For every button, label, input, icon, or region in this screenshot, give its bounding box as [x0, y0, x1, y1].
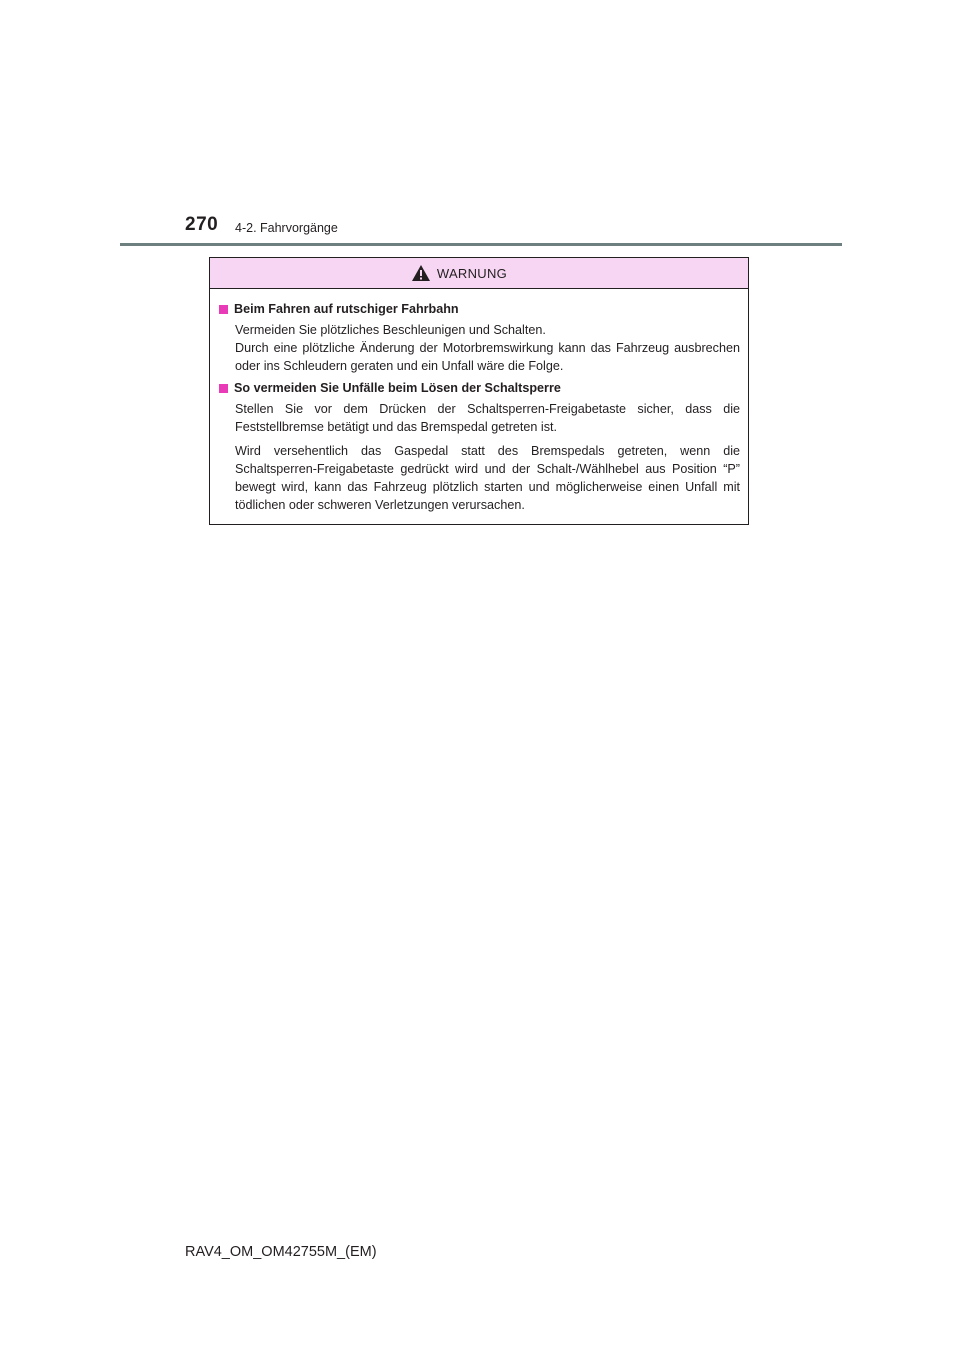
square-bullet-icon — [219, 384, 228, 393]
header-divider — [120, 243, 842, 246]
warning-label: WARNUNG — [436, 265, 508, 281]
warning-box — [209, 257, 749, 525]
page-number: 270 — [185, 214, 219, 235]
warning-paragraph: Wird versehentlich das Gaspedal statt des Bremspedals getreten, wenn die Schaltsperren-Freigabetaste gedrückt wird und der Schalt-/Wählhebel aus Position “P” bewegt wird, kann das Fahrzeug plötzlich starten und möglicherweise einen Unfall mit tödlichen oder schweren Verletzungen verursachen. — [235, 444, 740, 512]
warning-paragraph-line: Durch eine plötzliche Änderung der Motorbremswirkung kann das Fahrzeug ausbrechen oder ins Schleudern geraten und ein Unfall wäre die Folge. — [235, 341, 740, 373]
warning-paragraph — [235, 321, 740, 375]
warning-triangle-icon — [411, 264, 431, 282]
warning-paragraph-line: Vermeiden Sie plötzliches Beschleunigen und Schalten. — [235, 323, 546, 337]
warning-item-heading-text: So vermeiden Sie Unfälle beim Lösen der Schaltsperre — [234, 381, 561, 395]
square-bullet-icon — [219, 305, 228, 314]
warning-body — [210, 289, 748, 514]
section-title: 4-2. Fahrvorgänge — [235, 221, 338, 235]
warning-item-heading — [219, 300, 740, 318]
warning-paragraph: Stellen Sie vor dem Drücken der Schaltsperren-Freigabetaste sicher, dass die Feststellbremse betätigt und das Bremspedal getreten ist. — [235, 402, 740, 434]
warning-header — [210, 258, 748, 289]
warning-item-heading-text: Beim Fahren auf rutschiger Fahrbahn — [234, 302, 459, 316]
warning-item-heading — [219, 379, 740, 397]
document-code: RAV4_OM_OM42755M_(EM) — [185, 1244, 377, 1260]
